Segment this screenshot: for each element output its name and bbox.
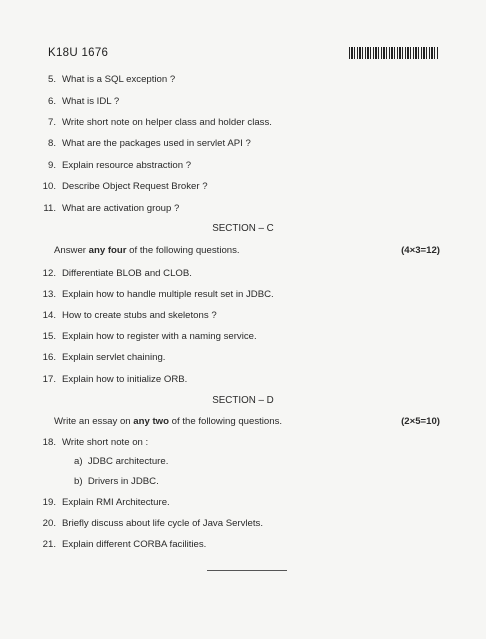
question-18-part-b: b) Drivers in JDBC. [74,476,159,487]
section-c-instruction: Answer any four of the following questions. [54,245,240,256]
question-21: 21. Explain different CORBA facilities. [42,539,207,550]
question-12: 12. Differentiate BLOB and CLOB. [42,268,192,279]
question-15: 15. Explain how to register with a naming service. [42,331,257,342]
question-10: 10. Describe Object Request Broker ? [42,181,208,192]
question-8: 8. What are the packages used in servlet API ? [47,138,251,149]
end-divider [207,570,287,571]
paper-code: K18U 1676 [48,47,109,59]
question-7: 7. Write short note on helper class and holder class. [47,117,272,128]
section-d-title: SECTION – D [212,395,274,406]
section-c-marks: (4×3=12) [401,245,440,256]
question-18-part-a: a) JDBC architecture. [74,456,169,467]
question-13: 13. Explain how to handle multiple result set in JDBC. [42,289,274,300]
question-16: 16. Explain servlet chaining. [42,352,166,363]
question-17: 17. Explain how to initialize ORB. [42,374,188,385]
section-d-marks: (2×5=10) [401,416,440,427]
section-d-instruction: Write an essay on any two of the following questions. [54,416,283,427]
question-6: 6. What is IDL ? [47,96,120,107]
question-18: 18. Write short note on : [42,437,149,448]
section-c-title: SECTION – C [212,223,274,234]
question-11: 11. What are activation group ? [43,203,180,214]
question-20: 20. Briefly discuss about life cycle of Java Servlets. [42,518,264,529]
barcode-image [349,47,439,59]
question-19: 19. Explain RMI Architecture. [42,497,170,508]
question-14: 14. How to create stubs and skeletons ? [42,310,217,321]
question-9: 9. Explain resource abstraction ? [47,160,192,171]
question-5: 5. What is a SQL exception ? [47,74,176,85]
